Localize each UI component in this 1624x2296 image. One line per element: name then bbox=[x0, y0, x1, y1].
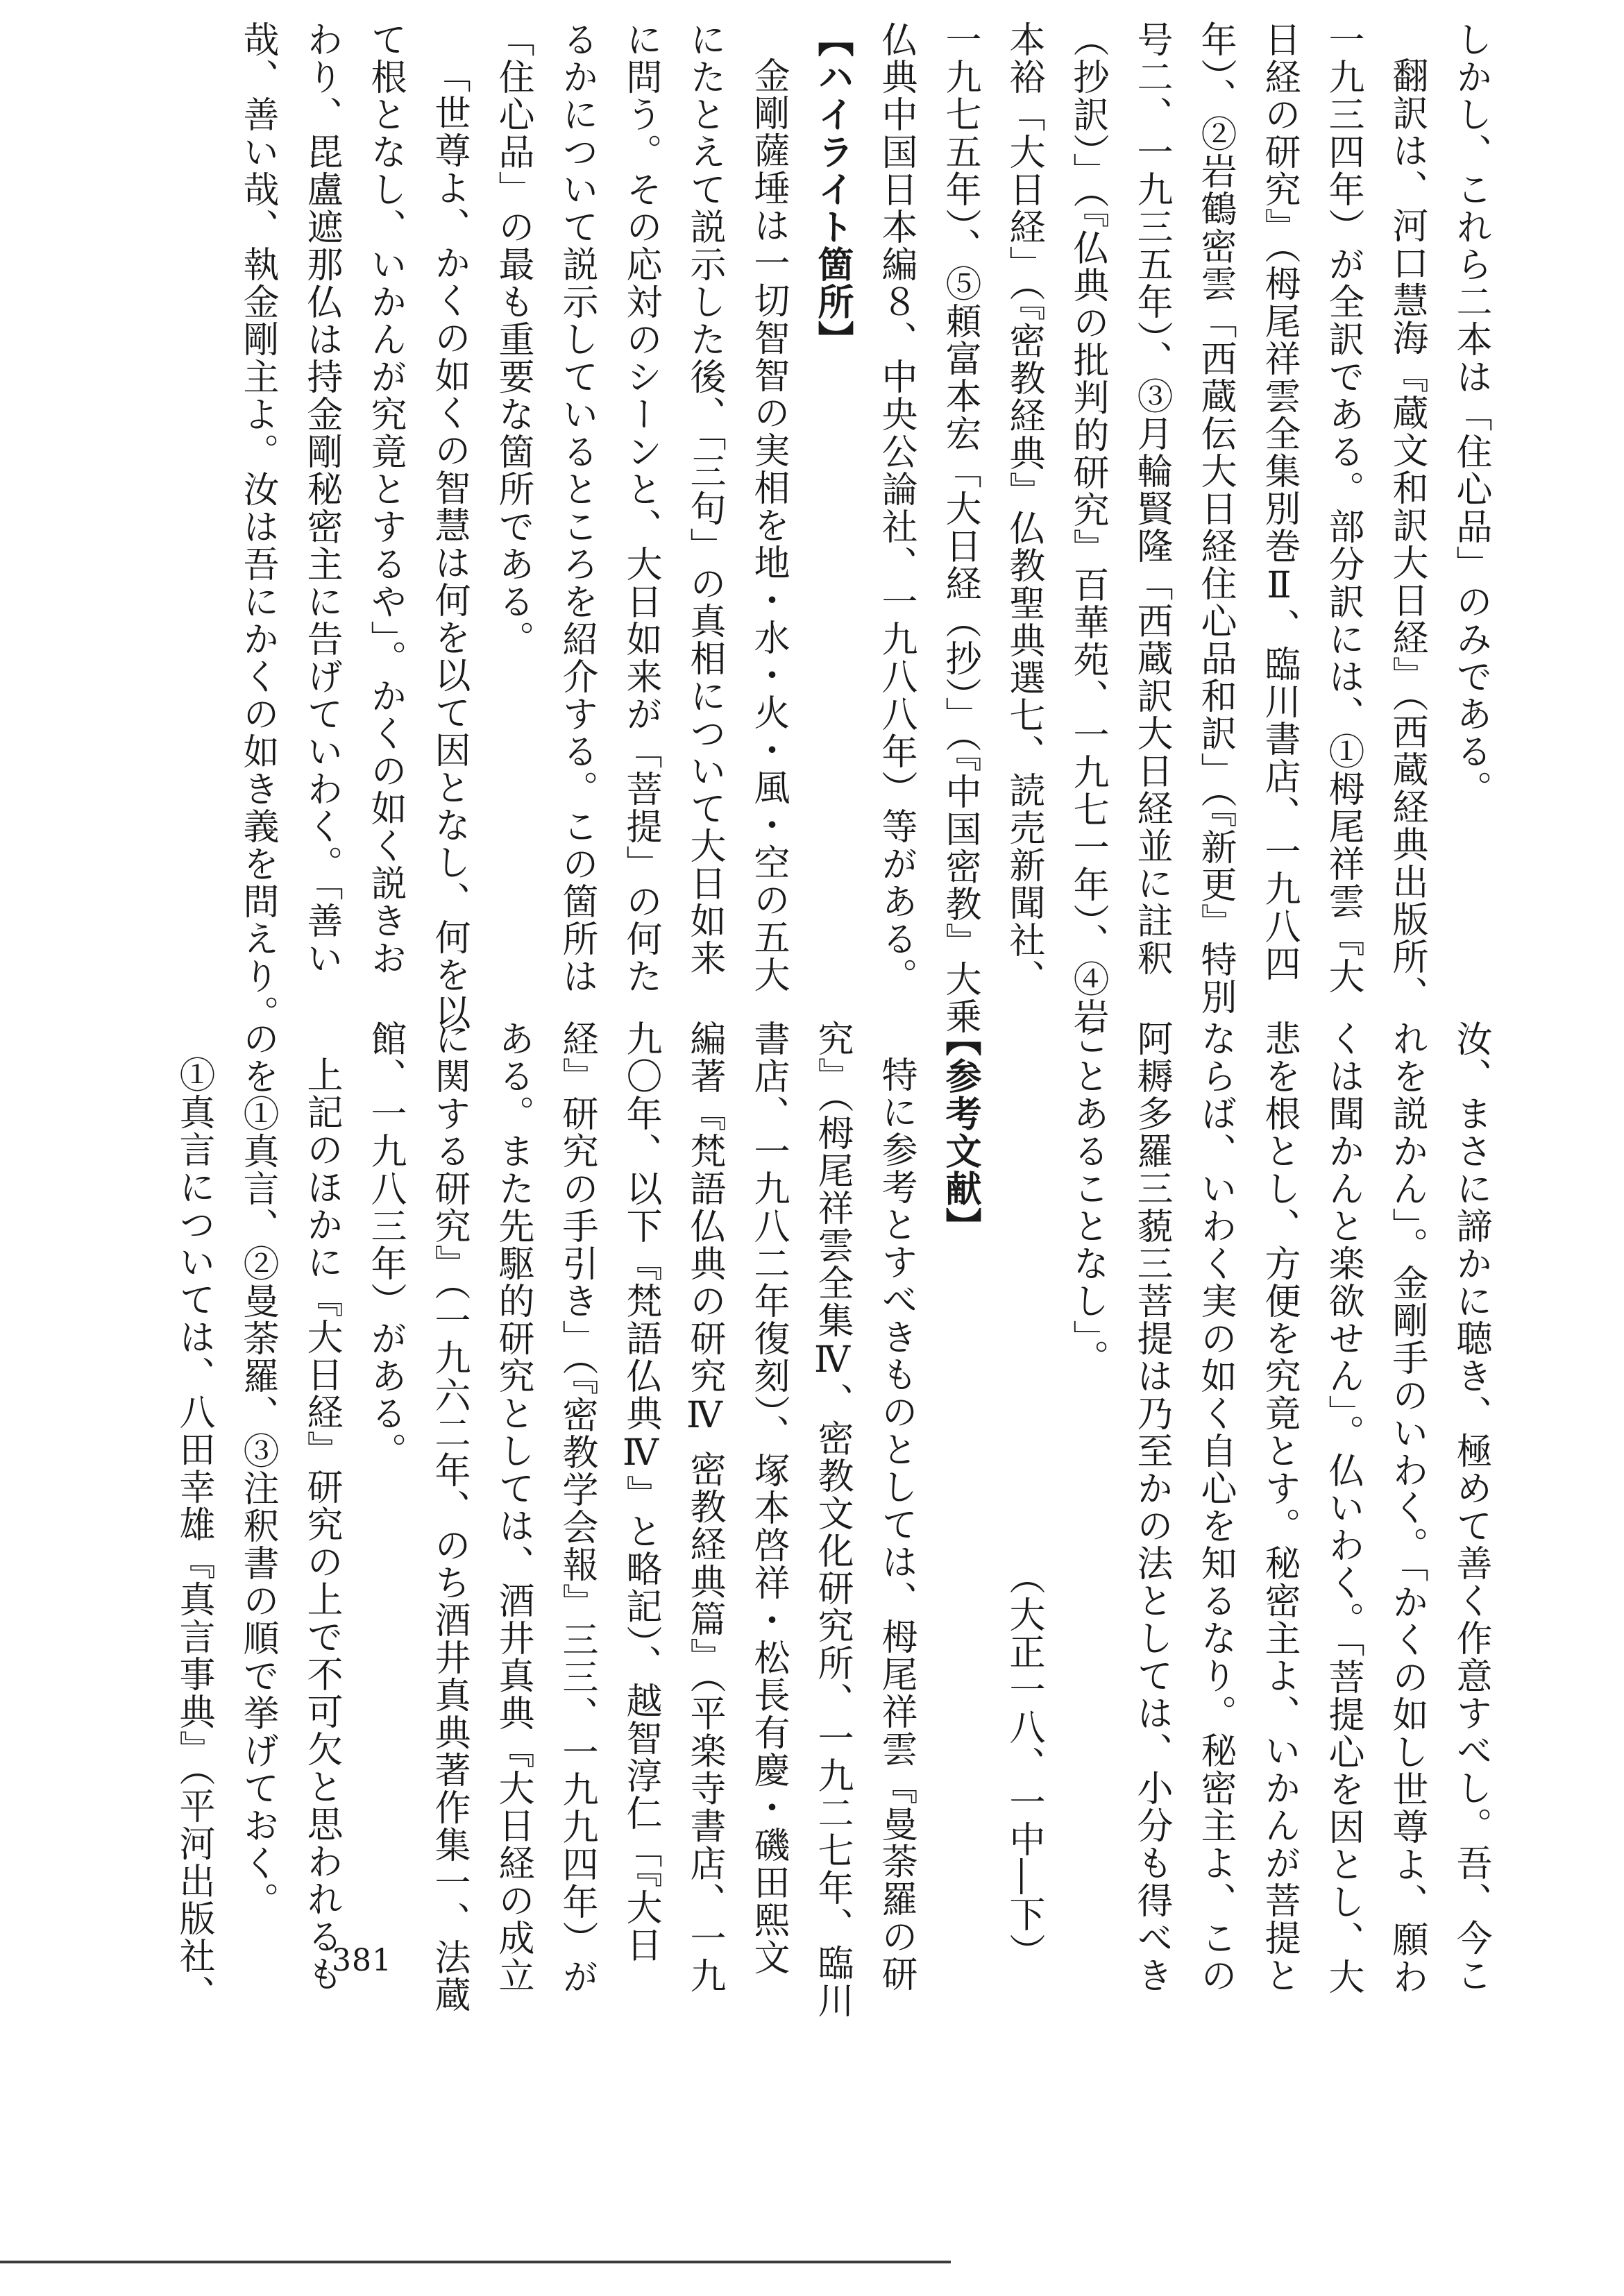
text-line: 悲を根とし、方便を究竟とす。秘密主よ、いかんが菩提と bbox=[1258, 1020, 1300, 1994]
citation-line: （大正一八、一中―下） bbox=[1003, 1558, 1044, 1971]
page-number: 381 bbox=[332, 1943, 392, 1978]
text-line: 哉、善い哉、執金剛主よ。汝は吾にかくの如き義を問えり。 bbox=[237, 21, 278, 1032]
text-line: （抄訳）」（『仏典の批判的研究』百華苑、一九七一年）、④岩 bbox=[1067, 21, 1108, 1035]
text-line: に関する研究』（一九六二年、のち酒井真典著作集一、法蔵 bbox=[428, 1020, 470, 2014]
text-line: 「世尊よ、かくの如くの智慧は何を以て因となし、何を以 bbox=[428, 57, 470, 1031]
text-line: 特に参考とすべきものとしては、栂尾祥雲『曼荼羅の研 bbox=[875, 1056, 917, 1993]
text-line: ことあることなし」。 bbox=[1067, 1020, 1108, 1377]
text-line: 一九七五年）、⑤頼富本宏「大日経（抄）」（『中国密教』大乗 bbox=[939, 21, 981, 1035]
text-line: 日経の研究』（栂尾祥雲全集別巻Ⅱ、臨川書店、一九八四 bbox=[1258, 21, 1300, 983]
text-line: 仏典中国日本編８、中央公論社、一九八八年）等がある。 bbox=[875, 21, 917, 995]
text-line: 一九三四年）が全訳である。部分訳には、①栂尾祥雲『大 bbox=[1322, 21, 1364, 995]
text-line: 年）、②岩鶴密雲「西蔵伝大日経住心品和訳」（『新更』特別 bbox=[1194, 21, 1236, 1016]
text-line: 上記のほかに『大日経』研究の上で不可欠と思われるも bbox=[301, 1056, 342, 1993]
text-line: しかし、これら二本は「住心品」のみである。 bbox=[1450, 21, 1491, 808]
text-line: るかについて説示しているところを紹介する。この箇所は bbox=[556, 21, 598, 995]
text-line: 阿耨多羅三藐三菩提は乃至かの法としては、小分も得べき bbox=[1131, 1020, 1172, 1994]
text-line: 編著『梵語仏典の研究Ⅳ 密教経典篇』（平楽寺書店、一九 bbox=[684, 1020, 725, 1995]
lower-text-column bbox=[162, 1020, 1503, 2019]
text-line: にたとえて説示した後、「三句」の真相について大日如来 bbox=[684, 21, 725, 977]
text-line: 金剛薩埵は一切智智の実相を地・水・火・風・空の五大 bbox=[747, 57, 789, 994]
text-line: て根となし、いかんが究竟とするや」。かくの如く説きお bbox=[364, 21, 406, 977]
upper-text-column bbox=[226, 21, 1503, 1035]
text-line: 本裕「大日経」（『密教経典』仏教聖典選七、読売新聞社、 bbox=[1003, 21, 1044, 996]
text-line: のを①真言、②曼荼羅、③注釈書の順で挙げておく。 bbox=[237, 1020, 278, 1919]
section-heading-references: 【参考文献】 bbox=[939, 1020, 981, 1245]
text-line: ①真言については、八田幸雄『真言事典』（平河出版社、 bbox=[173, 1056, 214, 2012]
text-line: 号二、一九三五年）、③月輪賢隆「西蔵訳大日経並に註釈 bbox=[1131, 21, 1172, 977]
text-line: 九〇年、以下『梵語仏典Ⅳ』と略記）、越智淳仁「『大日 bbox=[620, 1020, 661, 1964]
text-line: 究』（栂尾祥雲全集Ⅳ、密教文化研究所、一九二七年、臨川 bbox=[811, 1020, 853, 2019]
text-line: ある。また先駆的研究としては、酒井真典『大日経の成立 bbox=[492, 1020, 534, 1994]
text-line: ならば、いわく実の如く自心を知るなり。秘密主よ、この bbox=[1194, 1020, 1236, 1994]
text-line: に問う。その応対のシーンと、大日如来が「菩提」の何た bbox=[620, 21, 661, 995]
text-line: れを説かん」。金剛手のいわく。「かくの如し世尊よ、願わ bbox=[1386, 1020, 1428, 1996]
text-line: 書店、一九八二年復刻）、塚本啓祥・松長有慶・磯田熙文 bbox=[747, 1020, 789, 1976]
text-line: 経』研究の手引き」（『密教学会報』三三、一九九四年）が bbox=[556, 1020, 598, 1996]
bottom-rule bbox=[0, 2261, 951, 2263]
text-line: 館、一九八三年）がある。 bbox=[364, 1020, 406, 1470]
text-line: わり、毘盧遮那仏は持金剛秘密主に告げていわく。「善い bbox=[301, 21, 342, 977]
text-line: くは聞かんと楽欲せん」。仏いわく。「菩提心を因とし、大 bbox=[1322, 1020, 1364, 1996]
text-line: 翻訳は、河口慧海『蔵文和訳大日経』（西蔵経典出版所、 bbox=[1386, 57, 1428, 1013]
text-line: 汝、まさに諦かに聴き、極めて善く作意すべし。吾、今こ bbox=[1450, 1020, 1491, 1994]
section-heading-highlight: 【ハイライト箇所】 bbox=[811, 21, 854, 358]
text-line: 「住心品」の最も重要な箇所である。 bbox=[492, 21, 534, 658]
